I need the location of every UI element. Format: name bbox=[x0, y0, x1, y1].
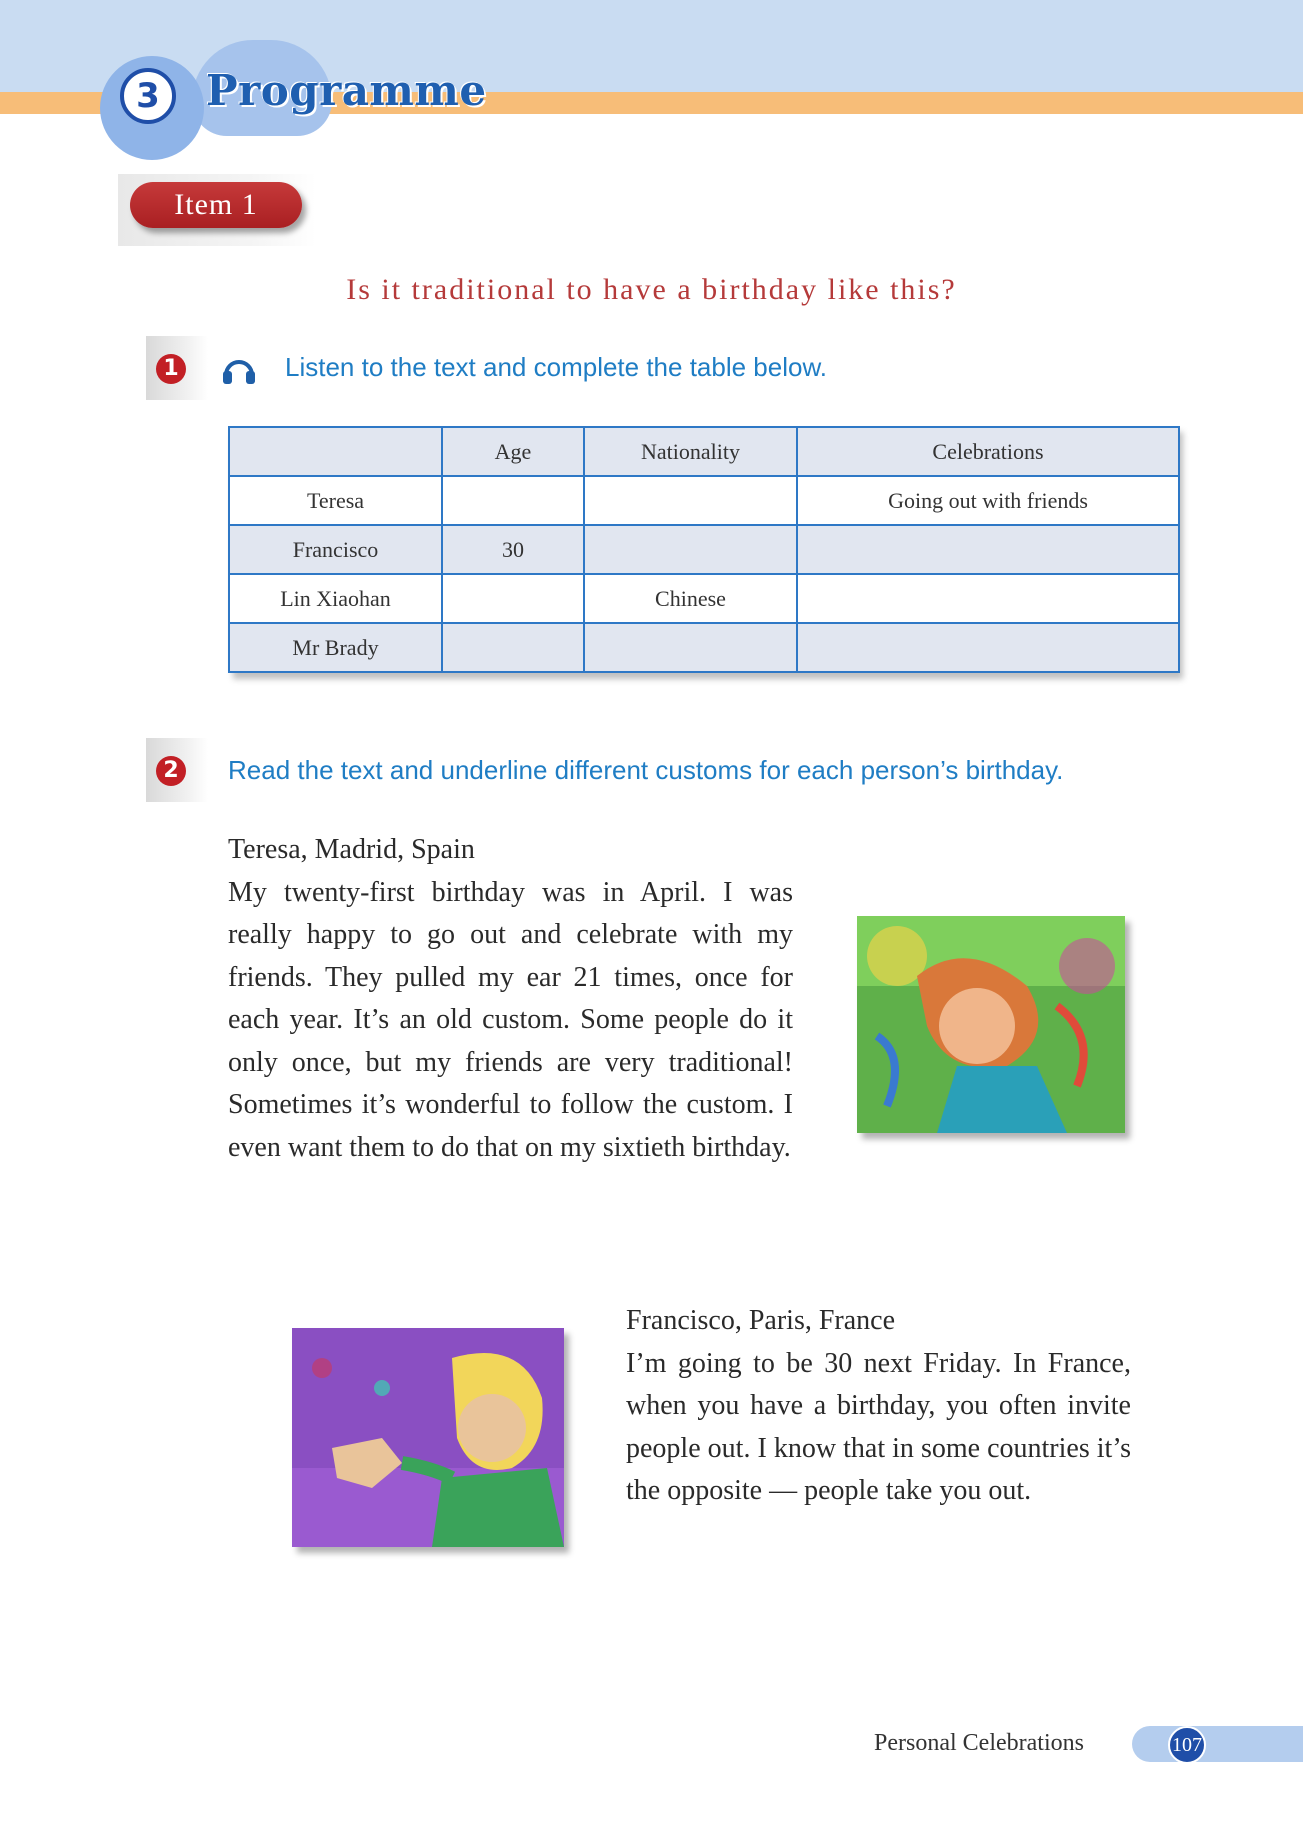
exercise-1-instruction: Listen to the text and complete the table below. bbox=[285, 352, 828, 382]
table-cell[interactable] bbox=[797, 574, 1179, 623]
table-cell: Lin Xiaohan bbox=[229, 574, 442, 623]
table-cell: Francisco bbox=[229, 525, 442, 574]
footer-unit-title: Personal Celebrations bbox=[874, 1730, 1084, 1756]
table-header-row bbox=[229, 427, 1179, 476]
table-row bbox=[229, 476, 1179, 525]
table-cell[interactable] bbox=[442, 623, 584, 672]
table-cell: Mr Brady bbox=[229, 623, 442, 672]
headphones-icon bbox=[222, 355, 256, 385]
table-cell: 30 bbox=[442, 525, 584, 574]
table-row bbox=[229, 623, 1179, 672]
passage-text: My twenty-first birthday was in April. I was really happy to go out and celebrate with my friends. They pulled my ear 21 times, once for each year. It’s an old custom. Some people do it only once, but my friends are very traditional! Sometimes it’s wonderful to follow the custom. I even want them to do that on my sixtieth birthday. bbox=[228, 876, 793, 1163]
answer-table bbox=[228, 426, 1178, 673]
item-label: Item 1 bbox=[130, 182, 302, 228]
exercise-1-number: 1 bbox=[156, 354, 186, 384]
table-cell[interactable] bbox=[584, 623, 797, 672]
table-header-cell: Celebrations bbox=[797, 427, 1179, 476]
exercise-2-number: 2 bbox=[156, 756, 186, 786]
passage-francisco bbox=[626, 1300, 1131, 1513]
table-cell[interactable] bbox=[442, 476, 584, 525]
passage-teresa bbox=[228, 829, 793, 1169]
table-row bbox=[229, 525, 1179, 574]
table-cell[interactable] bbox=[797, 623, 1179, 672]
table-header-cell bbox=[229, 427, 442, 476]
passage-place: Teresa, Madrid, Spain bbox=[228, 834, 475, 865]
passage-place: Francisco, Paris, France bbox=[626, 1305, 896, 1336]
table-cell[interactable] bbox=[584, 476, 797, 525]
table-cell[interactable] bbox=[584, 525, 797, 574]
page-number: 107 bbox=[1168, 1726, 1206, 1764]
footer-band bbox=[1132, 1726, 1303, 1762]
lesson-question: Is it traditional to have a birthday like this? bbox=[346, 273, 957, 306]
table-cell: Teresa bbox=[229, 476, 442, 525]
table-cell: Chinese bbox=[584, 574, 797, 623]
passage-text: I’m going to be 30 next Friday. In France, when you have a birthday, you often invite people out. I know that in some countries it’s the opposite — people take you out. bbox=[626, 1347, 1131, 1506]
table-row bbox=[229, 574, 1179, 623]
table-header-cell: Nationality bbox=[584, 427, 797, 476]
francisco-illustration bbox=[292, 1328, 564, 1547]
table-cell: Going out with friends bbox=[797, 476, 1179, 525]
table-cell[interactable] bbox=[797, 525, 1179, 574]
exercise-2-instruction: Read the text and underline different customs for each person’s birthday. bbox=[228, 755, 1064, 785]
section-number: 3 bbox=[120, 68, 176, 124]
table-cell[interactable] bbox=[442, 574, 584, 623]
table-header-cell: Age bbox=[442, 427, 584, 476]
teresa-illustration bbox=[857, 916, 1125, 1133]
section-title: Programme bbox=[206, 66, 487, 115]
